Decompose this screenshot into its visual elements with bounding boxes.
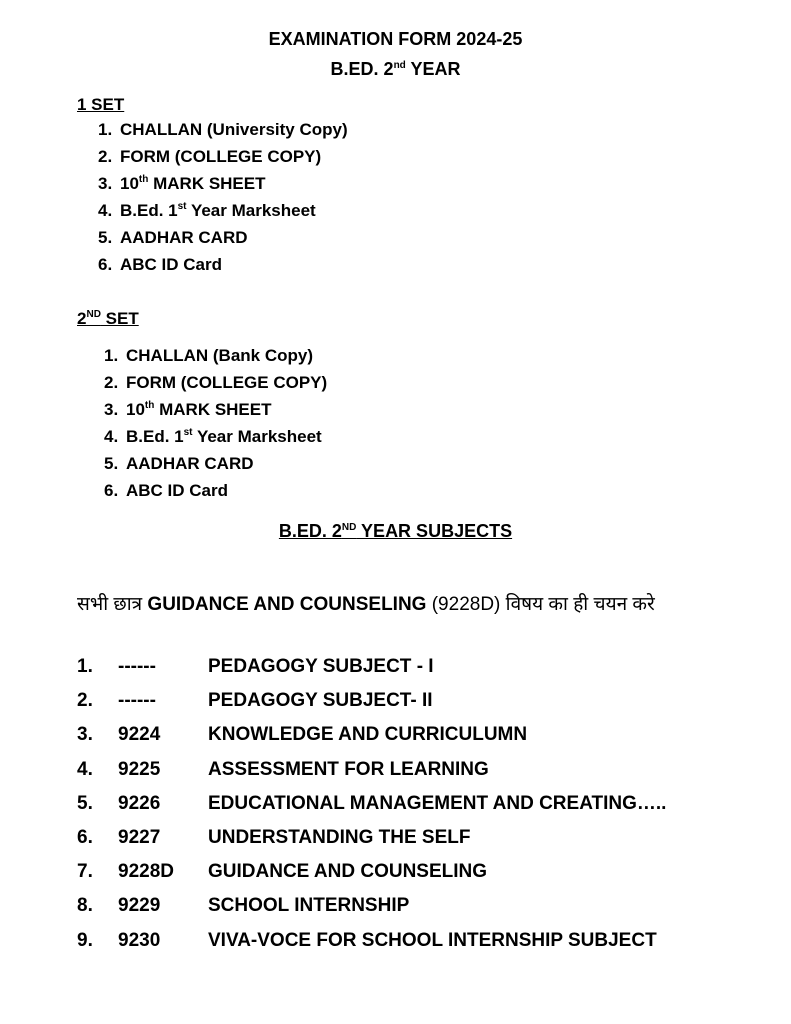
item-number: 2. — [104, 373, 119, 392]
item-sup: st — [183, 427, 193, 438]
list-item — [104, 346, 313, 366]
item-text: ABC ID Card — [126, 481, 229, 500]
subject-code: ------ — [118, 690, 156, 712]
list-item — [98, 147, 321, 167]
item-text: B.Ed. 1 — [120, 201, 178, 220]
item-text: B.Ed. 1 — [126, 427, 184, 446]
subject-code: 9229 — [118, 895, 161, 917]
subject-number: 6. — [77, 827, 93, 848]
subject-code: 9225 — [118, 758, 161, 780]
subject-name: VIVA-VOCE FOR SCHOOL INTERNSHIP SUBJECT — [208, 929, 657, 951]
subject-number: 2. — [77, 690, 93, 712]
item-number: 3. — [104, 400, 119, 419]
notice-line — [77, 590, 655, 616]
item-number: 4. — [98, 201, 113, 220]
list-item — [104, 454, 254, 474]
list-item — [98, 120, 348, 140]
list-item — [104, 427, 322, 447]
item-text-end: MARK SHEET — [154, 400, 272, 419]
subtitle-sup: nd — [393, 60, 406, 71]
subject-name: EDUCATIONAL MANAGEMENT AND CREATING….. — [208, 792, 667, 814]
notice-post: (9228D) विषय का ही चयन करे — [426, 594, 655, 615]
item-number: 1. — [104, 346, 119, 365]
subject-name: PEDAGOGY SUBJECT - I — [208, 656, 434, 677]
set2-heading-text: 2 — [77, 309, 87, 328]
list-item — [98, 201, 316, 221]
subject-number: 4. — [77, 758, 93, 780]
item-number: 4. — [104, 427, 119, 446]
item-number: 1. — [98, 120, 113, 139]
item-text: AADHAR CARD — [120, 228, 248, 247]
subject-code: 9226 — [118, 792, 161, 814]
subject-code: 9224 — [118, 724, 161, 746]
subject-number: 9. — [77, 929, 93, 951]
subtitle-text: B.ED. 2 — [330, 59, 394, 79]
item-text: ABC ID Card — [120, 255, 223, 274]
list-item — [98, 174, 266, 194]
subject-number: 8. — [77, 895, 93, 917]
item-sup: st — [177, 201, 187, 212]
item-text-end: MARK SHEET — [148, 174, 266, 193]
page-title: EXAMINATION FORM 2024-25 — [268, 29, 523, 49]
set2-heading-text-end: SET — [100, 309, 139, 328]
subject-name: SCHOOL INTERNSHIP — [208, 895, 410, 917]
subjects-heading-sup: ND — [341, 522, 357, 533]
item-number: 6. — [98, 255, 113, 274]
set2-heading — [77, 309, 139, 329]
item-text: 10 — [126, 400, 145, 419]
subject-name: UNDERSTANDING THE SELF — [208, 827, 471, 848]
item-text-end: Year Marksheet — [192, 427, 322, 446]
item-number: 5. — [104, 454, 119, 473]
subject-number: 3. — [77, 724, 93, 746]
subject-code: 9230 — [118, 929, 161, 951]
subject-number: 1. — [77, 656, 93, 677]
list-item — [104, 373, 327, 393]
list-item — [98, 255, 222, 275]
subject-number: 5. — [77, 792, 93, 814]
set2-heading-sup: ND — [86, 309, 101, 320]
item-text: CHALLAN (Bank Copy) — [126, 346, 313, 365]
item-text: FORM (COLLEGE COPY) — [120, 147, 322, 166]
subject-code: ------ — [118, 656, 156, 677]
subject-name: GUIDANCE AND COUNSELING — [208, 861, 488, 883]
item-text: CHALLAN (University Copy) — [120, 120, 348, 139]
page-subtitle — [0, 59, 791, 80]
notice-bold: GUIDANCE AND COUNSELING — [147, 594, 427, 615]
subject-name: PEDAGOGY SUBJECT- II — [208, 690, 433, 712]
item-number: 5. — [98, 228, 113, 247]
subject-number: 7. — [77, 861, 93, 883]
subject-code: 9227 — [118, 827, 161, 848]
subjects-heading — [0, 521, 791, 542]
item-text: FORM (COLLEGE COPY) — [126, 373, 328, 392]
item-text: 10 — [120, 174, 139, 193]
subjects-heading-text: B.ED. 2 — [278, 521, 342, 541]
subjects-heading-text-end: YEAR SUBJECTS — [356, 521, 513, 541]
item-sup: th — [144, 400, 155, 411]
item-text: AADHAR CARD — [126, 454, 254, 473]
list-item — [98, 228, 248, 248]
item-number: 6. — [104, 481, 119, 500]
list-item — [104, 400, 272, 420]
item-number: 2. — [98, 147, 113, 166]
item-text-end: Year Marksheet — [186, 201, 316, 220]
notice-pre: सभी छात्र — [77, 594, 148, 615]
set1-heading: 1 SET — [77, 95, 125, 114]
subject-name: ASSESSMENT FOR LEARNING — [208, 758, 489, 780]
subject-code: 9228D — [118, 861, 174, 883]
list-item — [104, 481, 228, 501]
item-number: 3. — [98, 174, 113, 193]
subject-name: KNOWLEDGE AND CURRICULUMN — [208, 724, 528, 746]
subtitle-text-end: YEAR — [405, 59, 461, 79]
item-sup: th — [138, 174, 149, 185]
